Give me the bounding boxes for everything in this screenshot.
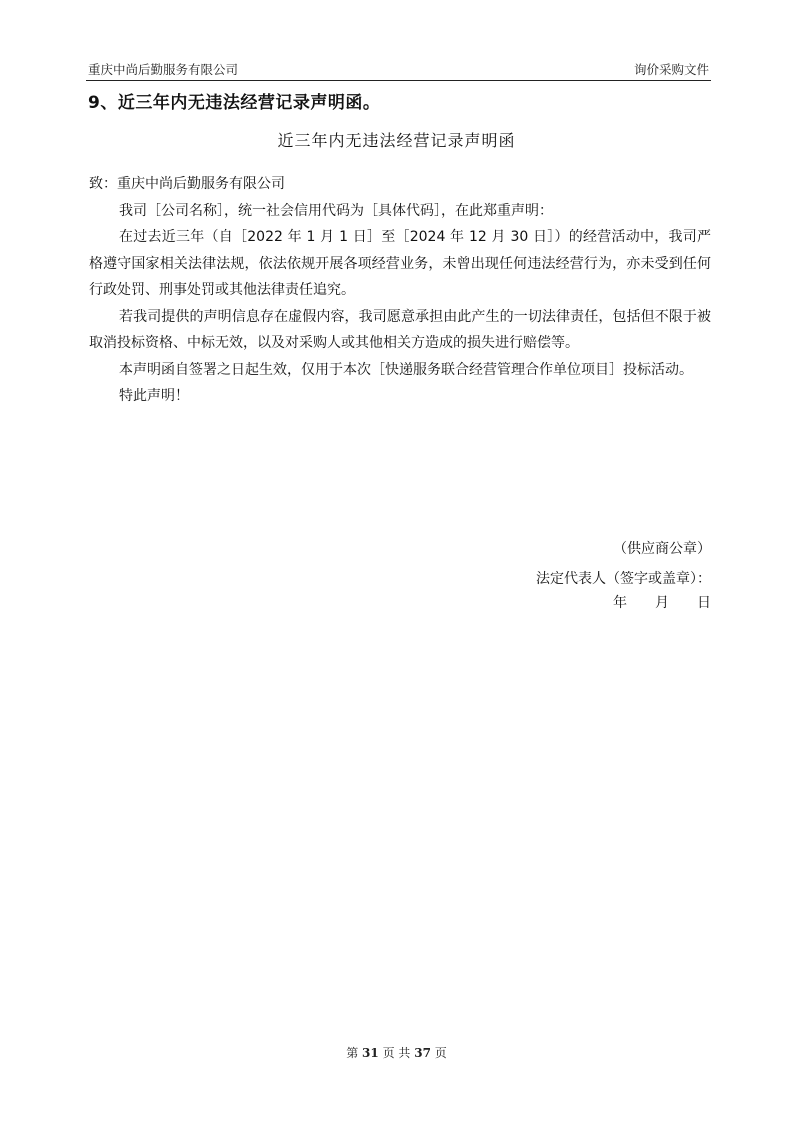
declaration-paragraph: 在过去近三年（自［2022 年 1 月 1 日］至［2024 年 12 月 30 日］）的经营活动中，我司严格遵守国家相关法律法规，依法依规开展各项经营业务，未曾出现任何违法经营行为，亦未受到任何行政处罚、刑事处罚或其他法律责任追究。 (89, 229, 711, 298)
declaration-body (89, 171, 711, 410)
legal-representative-label: 法定代表人（签字或盖章）： (536, 571, 711, 587)
declaration-paragraph: 我司［公司名称］，统一社会信用代码为［具体代码］，在此郑重声明： (119, 202, 553, 219)
declaration-paragraph: 本声明函自签署之日起生效，仅用于本次［快递服务联合经营管理合作单位项目］投标活动。 (119, 361, 693, 378)
footer-middle: 页 共 (382, 1046, 411, 1060)
page-header (86, 58, 711, 81)
section-heading: 9、近三年内无违法经营记录声明函。 (88, 93, 381, 113)
header-document-type: 询价采购文件 (633, 62, 709, 77)
page-footer (0, 1044, 793, 1061)
declaration-paragraph: 若我司提供的声明信息存在虚假内容，我司愿意承担由此产生的一切法律责任，包括但不限于被取消投标资格、中标无效，以及对采购人或其他相关方造成的损失进行赔偿等。 (89, 308, 711, 351)
closing-statement: 特此声明！ (119, 388, 189, 404)
supplier-seal-label: （供应商公章） (613, 541, 711, 557)
signature-date: 年 月 日 (613, 595, 711, 611)
addressee-line: 致：重庆中尚后勤服务有限公司 (89, 176, 285, 192)
header-company-name: 重庆中尚后勤服务有限公司 (88, 62, 239, 77)
document-title: 近三年内无违法经营记录声明函 (277, 131, 516, 150)
total-page-count: 37 (414, 1046, 431, 1060)
footer-prefix: 第 (346, 1046, 359, 1060)
current-page-number: 31 (362, 1046, 379, 1060)
footer-suffix: 页 (434, 1046, 447, 1060)
